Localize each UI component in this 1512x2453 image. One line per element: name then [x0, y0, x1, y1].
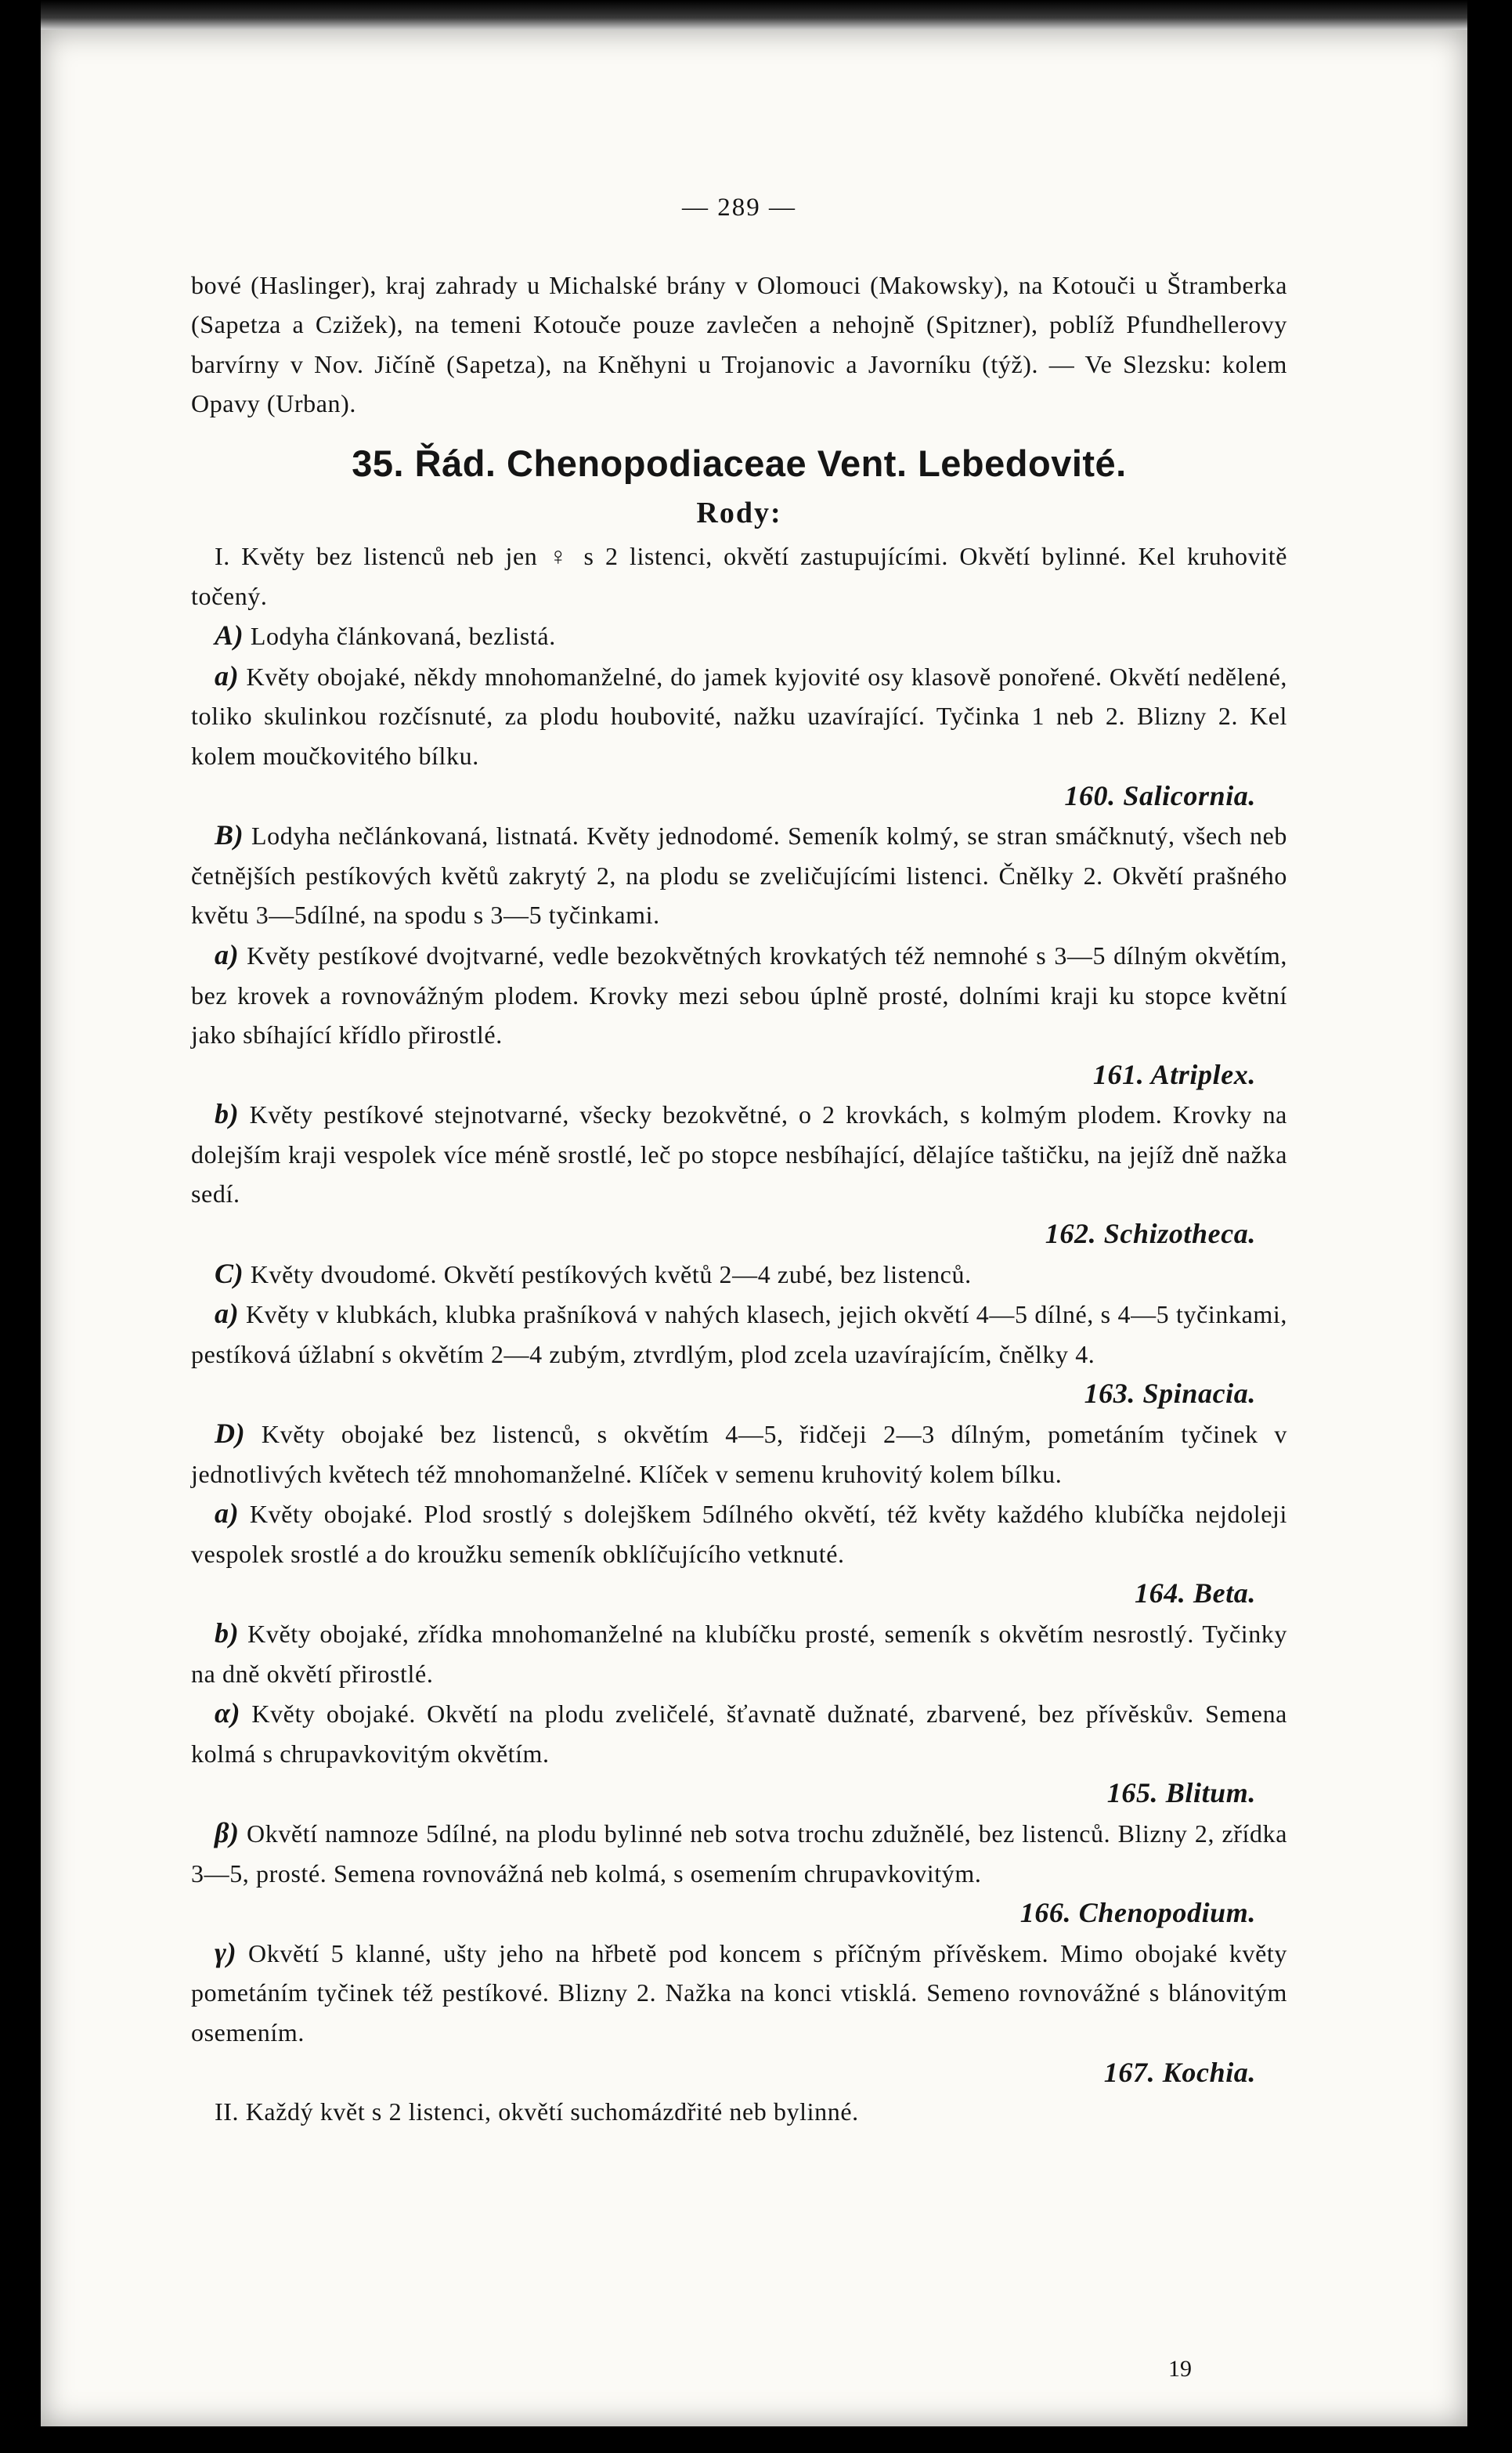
key-b-text: Lodyha nečlánkovaná, listnatá. Květy jednodomé. Semeník kolmý, se stran smáčknutý, všech neb četnějších pestíkových květů zakrytý 2, na plodu se zveličujícími listenci. Čnělky 2. Okvětí prašného květu 3—5dílné, na spodu s 3—5 tyčinkami. — [191, 822, 1288, 930]
page-content — [191, 188, 1287, 2132]
key-gamma-text: Okvětí 5 klanné, ušty jeho na hřbetě pod koncem s příčným přívěskem. Mimo obojaké květy pometáním tyčinek též pestíkové. Blizny 2. Nažka na konci vtisklá. Semeno rovnovážné s blánovitým osemením. — [191, 1938, 1287, 2047]
genus-spinacia: 163. Spinacia. — [1084, 1378, 1256, 1410]
key-gamma — [191, 1933, 1287, 2053]
key-d-b — [191, 1613, 1287, 1693]
genus-atriplex: 161. Atriplex. — [1092, 1058, 1256, 1090]
key-beta-letter: β) — [215, 1816, 240, 1848]
key-c — [191, 1254, 1287, 1295]
key-d — [191, 1414, 1287, 1494]
key-b-letter: B) — [215, 819, 244, 851]
key-c-letter: C) — [215, 1257, 244, 1289]
key-a-a-text: Květy obojaké, někdy mnohomanželné, do jamek kyjovité osy klasově ponořené. Okvětí nedělené, toliko skulinkou rozčísnuté, za plodu houbovité, nažku uzavírající. Tyčinka 1 neb 2. Blizny 2. Kel kolem moučkovitého bílku. — [191, 662, 1287, 770]
genus-salicornia: 160. Salicornia. — [1064, 779, 1256, 811]
page-number: — 289 — — [682, 193, 796, 222]
key-a-a — [191, 656, 1287, 776]
key-beta — [191, 1813, 1287, 1893]
key-a-letter: A) — [215, 620, 244, 652]
order-heading: 35. Řád. Chenopodiaceae Vent. Lebedovité. — [352, 442, 1127, 484]
key-a-text: Lodyha článkovaná, bezlistá. — [250, 622, 556, 651]
opening-paragraph: bové (Haslinger), kraj zahrady u Michalské brány v Olomouci (Makowsky), na Kotouči u Štramberka (Sapetza a Czižek), na temeni Kotouče pouze zavlečen a nehojně (Spitzner), poblíž Pfundhellerovy barvírny v Nov. Jičíně (Sapetza), na Kněhyni u Trojanovic a Javorníku (týž). — Ve Slezsku: kolem Opavy (Urban). — [191, 270, 1287, 418]
genus-blitum: 165. Blitum. — [1106, 1777, 1256, 1809]
section-ii: II. Každý květ s 2 listenci, okvětí suchomázdřité neb bylinné. — [215, 2097, 859, 2126]
key-beta-text: Okvětí namnoze 5dílné, na plodu bylinné neb sotva trochu zdužnělé, bez listenců. Blizny 2, zřídka 3—5, prosté. Semena rovnovážná neb kolmá, s osemením chrupavkovitým. — [191, 1819, 1287, 1888]
key-d-letter: D) — [215, 1418, 246, 1450]
key-a — [191, 616, 1287, 656]
genus-chenopodium: 166. Chenopodium. — [1019, 1897, 1256, 1929]
key-alpha-text: Květy obojaké. Okvětí na plodu zveličelé, šťavnatě dužnaté, zbarvené, bez přívěskův. Semena kolmá s chrupavkovitým okvětím. — [191, 1700, 1287, 1768]
genera-heading: Rody: — [696, 496, 782, 529]
key-b-a — [191, 935, 1287, 1055]
key-b-b-letter: b) — [215, 1098, 240, 1130]
section-i: I. Květy bez listenců neb jen ♀ s 2 listenci, okvětí zastupujícími. Okvětí bylinné. Kel kruhovitě točený. — [191, 541, 1287, 610]
key-c-a — [191, 1294, 1287, 1374]
sheet-number: 19 — [1168, 2356, 1192, 2382]
key-alpha — [191, 1693, 1287, 1773]
key-c-a-letter: a) — [215, 1298, 240, 1330]
key-b-b-text: Květy pestíkové stejnotvarné, všecky bezokvětné, o 2 krovkách, s kolmým plodem. Krovky na dolejším kraji vespolek více méně srostlé, leč po stopce nesbíhající, dělajíce taštičku, na jejíž dně nažka sedí. — [191, 1100, 1287, 1208]
key-c-a-text: Květy v klubkách, klubka prašníková v nahých klasech, jejich okvětí 4—5 dílné, s 4—5 tyčinkami, pestíková úžlabní s okvětím 2—4 zubým, ztvrdlým, plod zcela uzavírajícím, čnělky 4. — [191, 1300, 1287, 1368]
key-d-a-letter: a) — [215, 1497, 240, 1530]
key-d-b-text: Květy obojaké, zřídka mnohomanželné na klubíčku prosté, semeník s okvětím nesrostlý. Tyčinky na dně okvětí přirostlé. — [191, 1620, 1287, 1688]
key-gamma-letter: γ) — [215, 1936, 237, 1968]
key-c-text: Květy dvoudomé. Okvětí pestíkových květů 2—4 zubé, bez listenců. — [250, 1259, 972, 1288]
key-d-a-text: Květy obojaké. Plod srostlý s dolejškem 5dílného okvětí, též květy každého klubíčka nejdoleji vespolek srostlé a do kroužku semeník obklíčujícího vetknuté. — [191, 1500, 1287, 1568]
key-b — [191, 815, 1287, 935]
key-b-a-text: Květy pestíkové dvojtvarné, vedle bezokvětných krovkatých též nemnohé s 3—5 dílným okvětím, bez krovek a rovnovážným plodem. Krovky mezi sebou úplně prosté, dolními kraji ku stopce květní jako sbíhající křídlo přirostlé. — [191, 941, 1287, 1049]
genus-schizotheca: 162. Schizotheca. — [1045, 1218, 1256, 1250]
key-d-b-letter: b) — [215, 1617, 240, 1649]
key-b-a-letter: a) — [215, 938, 240, 970]
key-a-a-letter: a) — [215, 659, 240, 692]
genus-beta: 164. Beta. — [1135, 1577, 1256, 1609]
key-alpha-letter: α) — [215, 1697, 241, 1729]
key-d-text: Květy obojaké bez listenců, s okvětím 4—5, řidčeji 2—3 dílným, pometáním tyčinek v jednotlivých květech též mnohomanželné. Klíček v semenu kruhovitý kolem bílku. — [191, 1420, 1287, 1488]
scan-top-edge — [41, 0, 1467, 30]
key-b-b — [191, 1094, 1287, 1214]
genus-kochia: 167. Kochia. — [1103, 2056, 1256, 2088]
key-d-a — [191, 1494, 1287, 1573]
